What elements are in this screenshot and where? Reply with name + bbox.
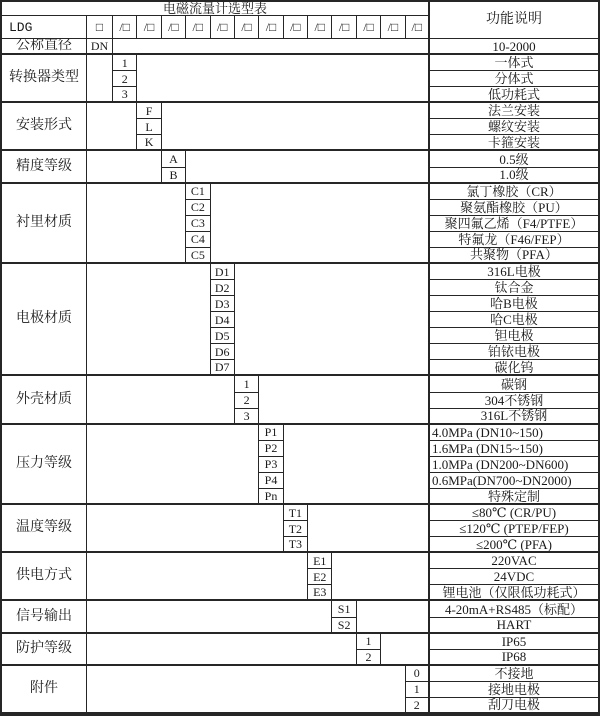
code-electrode-material-D4: D4 bbox=[211, 312, 235, 328]
model-box-slot-4: /□ bbox=[186, 16, 210, 39]
code-accessories-0: 0 bbox=[406, 666, 430, 682]
model-box-slot-10: /□ bbox=[332, 16, 356, 39]
code-power-supply-E1: E1 bbox=[308, 553, 332, 569]
gap-right-nominal-diameter bbox=[113, 39, 430, 55]
gap-right-lining-material bbox=[211, 184, 430, 264]
model-box-slot-8: /□ bbox=[284, 16, 308, 39]
gap-right-housing-material bbox=[259, 376, 430, 424]
gap-right-pressure-rating bbox=[284, 425, 430, 505]
code-protection-rating-2: 2 bbox=[357, 650, 381, 666]
group-label-housing-material: 外壳材质 bbox=[2, 376, 87, 424]
group-label-signal-output: 信号输出 bbox=[2, 601, 87, 633]
function-desc-signal-output-S1: 4-20mA+RS485（标配） bbox=[430, 601, 598, 617]
group-label-electrode-material: 电极材质 bbox=[2, 264, 87, 377]
function-desc-lining-material-C4: 特氟龙（F46/FEP） bbox=[430, 232, 598, 248]
function-desc-accessories-1: 接地电极 bbox=[430, 682, 598, 698]
function-desc-pressure-rating-P1: 4.0MPa (DN10~150) bbox=[430, 425, 598, 441]
model-box-slot-6: /□ bbox=[235, 16, 259, 39]
code-protection-rating-1: 1 bbox=[357, 634, 381, 650]
function-desc-housing-material-3: 316L不锈钢 bbox=[430, 409, 598, 425]
group-label-converter-type: 转换器类型 bbox=[2, 55, 87, 103]
function-desc-electrode-material-D1: 316L电极 bbox=[430, 264, 598, 280]
model-box-slot-11: /□ bbox=[357, 16, 381, 39]
function-desc-pressure-rating-P2: 1.6MPa (DN15~150) bbox=[430, 441, 598, 457]
function-desc-temperature-rating-T1: ≤80℃ (CR/PU) bbox=[430, 505, 598, 521]
function-desc-lining-material-C1: 氯丁橡胶（CR） bbox=[430, 184, 598, 200]
function-desc-installation-type-K: 卡箍安装 bbox=[430, 135, 598, 151]
gap-left-housing-material bbox=[87, 376, 235, 424]
group-label-pressure-rating: 压力等级 bbox=[2, 425, 87, 505]
function-desc-signal-output-S2: HART bbox=[430, 618, 598, 634]
model-box-slot-0: □ bbox=[87, 16, 113, 39]
function-desc-electrode-material-D4: 哈C电极 bbox=[430, 312, 598, 328]
code-installation-type-K: K bbox=[137, 135, 161, 151]
gap-left-electrode-material bbox=[87, 264, 211, 377]
code-power-supply-E3: E3 bbox=[308, 585, 332, 601]
function-desc-converter-type-1: 一体式 bbox=[430, 55, 598, 71]
code-converter-type-3: 3 bbox=[113, 87, 137, 103]
code-nominal-diameter-DN: DN bbox=[87, 39, 113, 55]
function-desc-protection-rating-1: IP65 bbox=[430, 634, 598, 650]
model-box-slot-5: /□ bbox=[211, 16, 235, 39]
gap-left-accuracy-class bbox=[87, 151, 162, 183]
function-desc-pressure-rating-P3: 1.0MPa (DN200~DN600) bbox=[430, 457, 598, 473]
group-label-installation-type: 安装形式 bbox=[2, 103, 87, 151]
function-desc-housing-material-2: 304不锈钢 bbox=[430, 393, 598, 409]
gap-left-lining-material bbox=[87, 184, 186, 264]
code-electrode-material-D5: D5 bbox=[211, 328, 235, 344]
code-pressure-rating-P2: P2 bbox=[259, 441, 283, 457]
code-accessories-1: 1 bbox=[406, 682, 430, 698]
code-lining-material-C5: C5 bbox=[186, 248, 210, 264]
code-power-supply-E2: E2 bbox=[308, 569, 332, 585]
code-lining-material-C1: C1 bbox=[186, 184, 210, 200]
code-installation-type-L: L bbox=[137, 119, 161, 135]
function-desc-converter-type-3: 低功耗式 bbox=[430, 87, 598, 103]
code-pressure-rating-P1: P1 bbox=[259, 425, 283, 441]
gap-left-accessories bbox=[87, 666, 406, 714]
code-pressure-rating-Pn: Pn bbox=[259, 489, 283, 505]
group-label-accuracy-class: 精度等级 bbox=[2, 151, 87, 183]
gap-left-temperature-rating bbox=[87, 505, 284, 553]
code-temperature-rating-T2: T2 bbox=[284, 521, 308, 537]
function-desc-electrode-material-D6: 铂铱电极 bbox=[430, 344, 598, 360]
function-desc-pressure-rating-P4: 0.6MPa(DN700~DN2000) bbox=[430, 473, 598, 489]
table-title: 电磁流量计选型表 bbox=[2, 2, 430, 16]
code-temperature-rating-T3: T3 bbox=[284, 537, 308, 553]
code-accuracy-class-A: A bbox=[162, 151, 186, 167]
gap-right-temperature-rating bbox=[308, 505, 430, 553]
gap-left-installation-type bbox=[87, 103, 137, 151]
gap-right-power-supply bbox=[332, 553, 430, 601]
model-box-slot-7: /□ bbox=[259, 16, 283, 39]
model-prefix: LDG bbox=[2, 16, 87, 39]
function-desc-accessories-2: 刮刀电极 bbox=[430, 698, 598, 714]
group-label-accessories: 附件 bbox=[2, 666, 87, 714]
function-desc-lining-material-C2: 聚氨酯橡胶（PU） bbox=[430, 200, 598, 216]
group-label-lining-material: 衬里材质 bbox=[2, 184, 87, 264]
gap-right-signal-output bbox=[357, 601, 430, 633]
code-electrode-material-D2: D2 bbox=[211, 280, 235, 296]
gap-left-power-supply bbox=[87, 553, 308, 601]
group-label-temperature-rating: 温度等级 bbox=[2, 505, 87, 553]
function-desc-electrode-material-D7: 碳化钨 bbox=[430, 360, 598, 376]
function-desc-lining-material-C5: 共聚物（PFA） bbox=[430, 248, 598, 264]
group-label-nominal-diameter: 公称直径 bbox=[2, 39, 87, 55]
code-housing-material-1: 1 bbox=[235, 376, 259, 392]
code-housing-material-3: 3 bbox=[235, 409, 259, 425]
gap-left-signal-output bbox=[87, 601, 332, 633]
code-signal-output-S1: S1 bbox=[332, 601, 356, 617]
code-electrode-material-D6: D6 bbox=[211, 344, 235, 360]
function-desc-lining-material-C3: 聚四氟乙烯（F4/PTFE） bbox=[430, 216, 598, 232]
model-box-slot-1: /□ bbox=[113, 16, 137, 39]
code-pressure-rating-P3: P3 bbox=[259, 457, 283, 473]
function-desc-temperature-rating-T2: ≤120℃ (PTEP/FEP) bbox=[430, 521, 598, 537]
function-desc-accessories-0: 不接地 bbox=[430, 666, 598, 682]
function-desc-protection-rating-2: IP68 bbox=[430, 650, 598, 666]
code-pressure-rating-P4: P4 bbox=[259, 473, 283, 489]
model-box-slot-12: /□ bbox=[381, 16, 405, 39]
gap-left-pressure-rating bbox=[87, 425, 259, 505]
function-desc-power-supply-E2: 24VDC bbox=[430, 569, 598, 585]
function-desc-accuracy-class-A: 0.5级 bbox=[430, 151, 598, 167]
model-box-slot-2: /□ bbox=[137, 16, 161, 39]
code-electrode-material-D3: D3 bbox=[211, 296, 235, 312]
function-desc-electrode-material-D2: 钛合金 bbox=[430, 280, 598, 296]
function-desc-accuracy-class-B: 1.0级 bbox=[430, 168, 598, 184]
model-box-slot-13: /□ bbox=[406, 16, 430, 39]
code-converter-type-2: 2 bbox=[113, 71, 137, 87]
code-signal-output-S2: S2 bbox=[332, 618, 356, 634]
code-lining-material-C2: C2 bbox=[186, 200, 210, 216]
function-desc-nominal-diameter-DN: 10-2000 bbox=[430, 39, 598, 55]
code-lining-material-C4: C4 bbox=[186, 232, 210, 248]
function-column-header: 功能说明 bbox=[430, 2, 598, 39]
gap-right-accuracy-class bbox=[186, 151, 430, 183]
code-accessories-2: 2 bbox=[406, 698, 430, 714]
function-desc-housing-material-1: 碳钢 bbox=[430, 376, 598, 392]
code-housing-material-2: 2 bbox=[235, 393, 259, 409]
code-converter-type-1: 1 bbox=[113, 55, 137, 71]
code-lining-material-C3: C3 bbox=[186, 216, 210, 232]
group-label-power-supply: 供电方式 bbox=[2, 553, 87, 601]
function-desc-power-supply-E1: 220VAC bbox=[430, 553, 598, 569]
function-desc-electrode-material-D5: 钽电极 bbox=[430, 328, 598, 344]
model-box-slot-3: /□ bbox=[162, 16, 186, 39]
code-electrode-material-D1: D1 bbox=[211, 264, 235, 280]
group-label-protection-rating: 防护等级 bbox=[2, 634, 87, 666]
gap-right-electrode-material bbox=[235, 264, 430, 377]
function-desc-temperature-rating-T3: ≤200℃ (PFA) bbox=[430, 537, 598, 553]
function-desc-installation-type-L: 螺纹安装 bbox=[430, 119, 598, 135]
gap-right-converter-type bbox=[137, 55, 430, 103]
code-accuracy-class-B: B bbox=[162, 168, 186, 184]
code-temperature-rating-T1: T1 bbox=[284, 505, 308, 521]
gap-right-protection-rating bbox=[381, 634, 430, 666]
function-desc-installation-type-F: 法兰安装 bbox=[430, 103, 598, 119]
gap-left-protection-rating bbox=[87, 634, 357, 666]
function-desc-converter-type-2: 分体式 bbox=[430, 71, 598, 87]
function-desc-power-supply-E3: 锂电池（仅限低功耗式） bbox=[430, 585, 598, 601]
code-installation-type-F: F bbox=[137, 103, 161, 119]
gap-left-converter-type bbox=[87, 55, 113, 103]
function-desc-electrode-material-D3: 哈B电极 bbox=[430, 296, 598, 312]
model-box-slot-9: /□ bbox=[308, 16, 332, 39]
gap-right-installation-type bbox=[162, 103, 430, 151]
code-electrode-material-D7: D7 bbox=[211, 360, 235, 376]
function-desc-pressure-rating-Pn: 特殊定制 bbox=[430, 489, 598, 505]
